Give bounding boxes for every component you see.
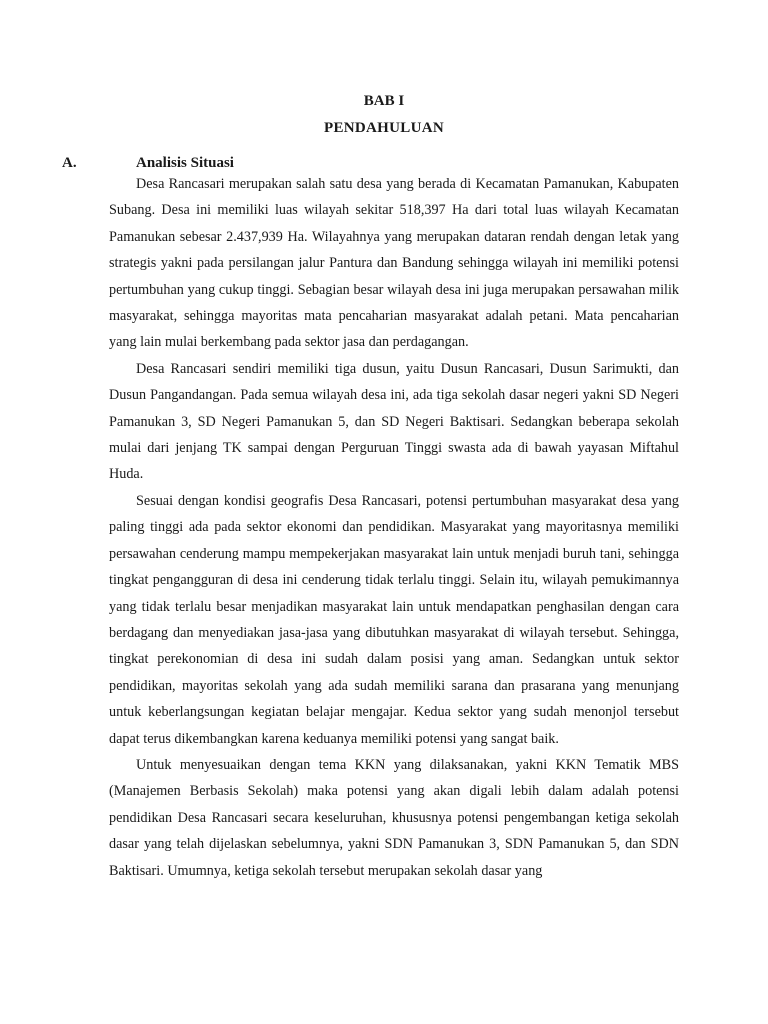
section-title: Analisis Situasi [136, 155, 234, 171]
chapter-number: BAB I [363, 93, 405, 109]
section-letter: A. [62, 155, 77, 171]
chapter-title: PENDAHULUAN [324, 120, 444, 136]
body-text [109, 171, 679, 884]
paragraph: Sesuai dengan kondisi geografis Desa Rancasari, potensi pertumbuhan masyarakat desa yang paling tinggi ada pada sektor ekonomi dan pendidikan. Masyarakat yang mayoritasnya memiliki persawahan cenderung mampu mempekerjakan masyarakat lain untuk menjadi buruh tani, sehingga tingkat pengangguran di desa ini cenderung tidak terlalu tinggi. Selain itu, wilayah pemukimannya yang tidak terlalu besar menjadikan masyarakat lain untuk mendapatkan penghasilan dengan cara berdagang dan menyediakan jasa-jasa yang dibutuhkan masyarakat di wilayah tersebut. Sehingga, tingkat perekonomian di desa ini sudah dalam posisi yang aman. Sedangkan untuk sektor pendidikan, mayoritas sekolah yang ada sudah memiliki sarana dan prasarana yang menunjang untuk keberlangsungan kegiatan belajar mengajar. Kedua sektor yang sudah menonjol tersebut dapat terus dikembangkan karena keduanya memiliki potensi yang sangat baik. [109, 492, 679, 747]
paragraph: Untuk menyesuaikan dengan tema KKN yang dilaksanakan, yakni KKN Tematik MBS (Manajemen Berbasis Sekolah) maka potensi yang akan digali lebih dalam adalah potensi pendidikan Desa Rancasari secara keseluruhan, khususnya potensi pengembangan ketiga sekolah dasar yang telah dijelaskan sebelumnya, yakni SDN Pamanukan 3, SDN Pamanukan 5, dan SDN Baktisari. Umumnya, ketiga sekolah tersebut merupakan sekolah dasar yang [109, 756, 679, 879]
paragraph: Desa Rancasari sendiri memiliki tiga dusun, yaitu Dusun Rancasari, Dusun Sarimukti, dan Dusun Pangandangan. Pada semua wilayah desa ini, ada tiga sekolah dasar negeri yakni SD Negeri Pamanukan 3, SD Negeri Pamanukan 5, dan SD Negeri Baktisari. Sedangkan beberapa sekolah mulai dari jenjang TK sampai dengan Perguruan Tinggi swasta ada di bawah yayasan Miftahul Huda. [109, 360, 679, 483]
paragraph: Desa Rancasari merupakan salah satu desa yang berada di Kecamatan Pamanukan, Kabupaten Subang. Desa ini memiliki luas wilayah sekitar 518,397 Ha dari total luas wilayah Kecamatan Pamanukan sebesar 2.437,939 Ha. Wilayahnya yang merupakan dataran rendah dengan letak yang strategis yakni pada persilangan jalur Pantura dan Bandung sehingga wilayah ini memiliki potensi pertumbuhan yang cukup tinggi. Sebagian besar wilayah desa ini juga merupakan persawahan milik masyarakat, sehingga mayoritas mata pencaharian masyarakat adalah petani. Mata pencaharian yang lain mulai berkembang pada sektor jasa dan perdagangan. [109, 176, 679, 351]
